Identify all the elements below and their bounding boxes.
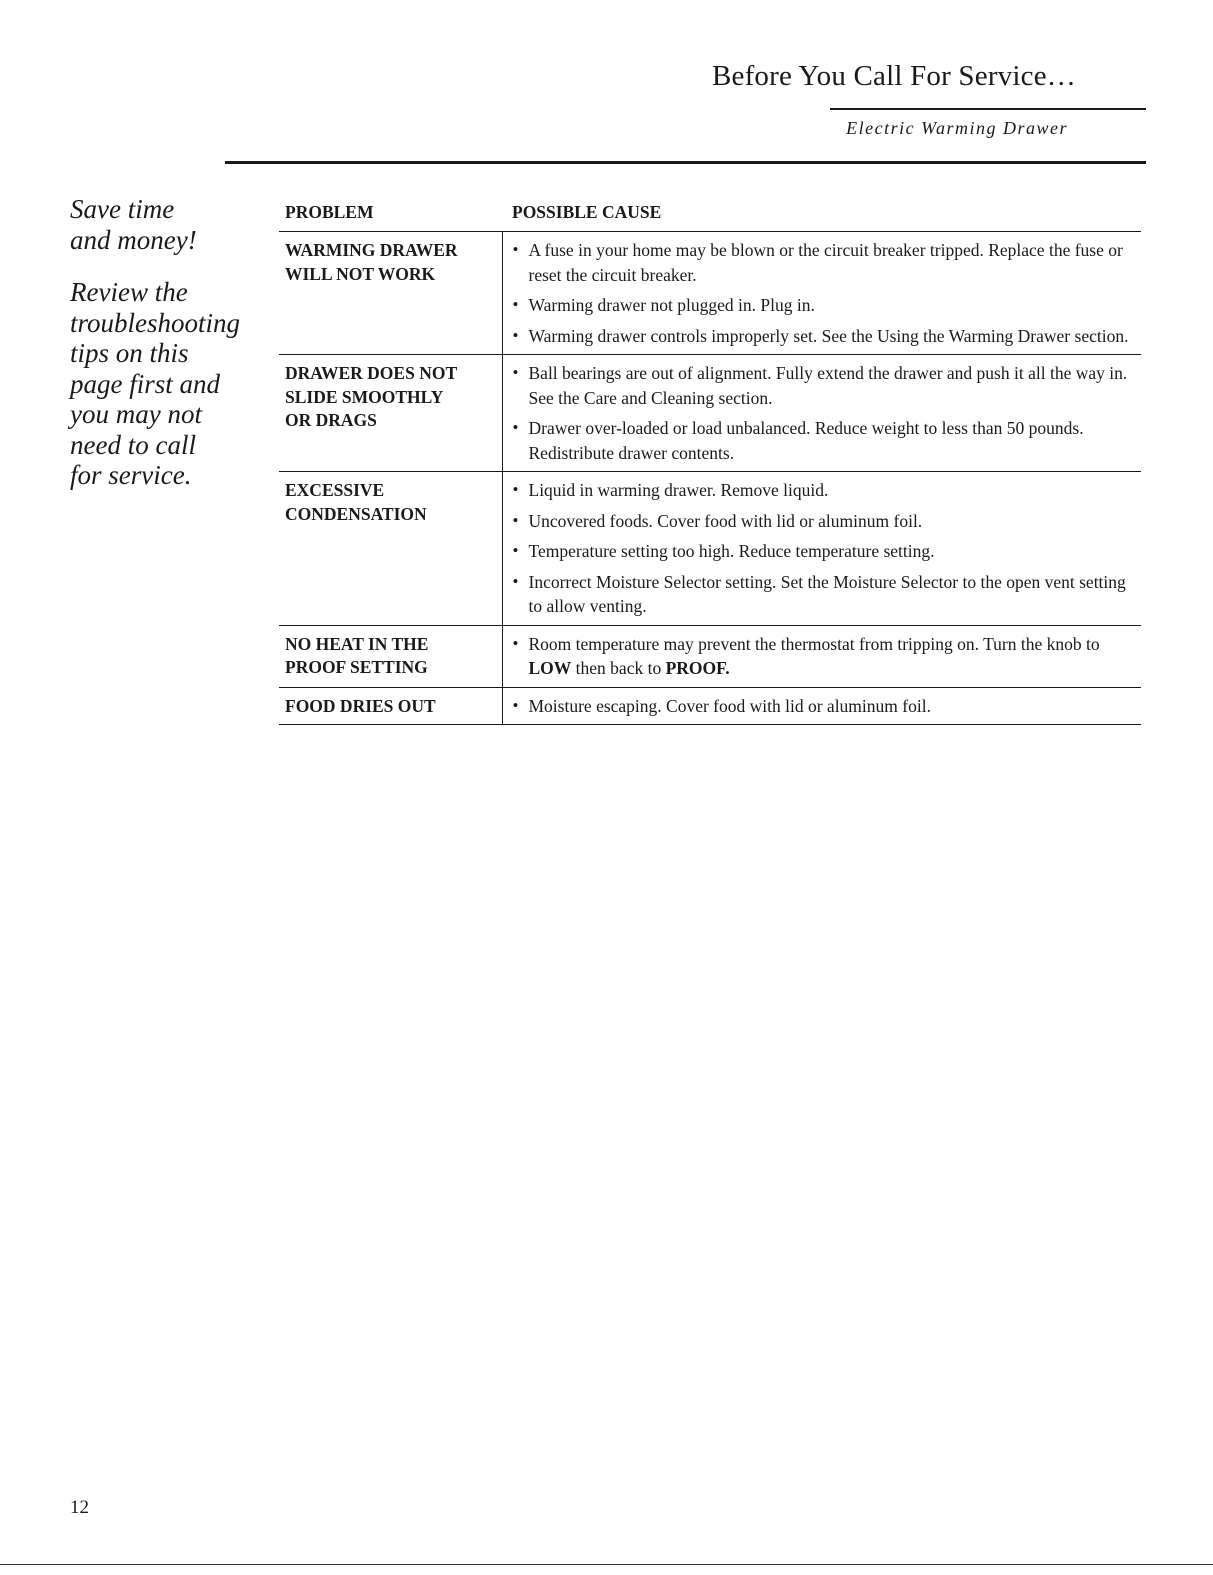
problem-line: DRAWER DOES NOT xyxy=(285,363,458,383)
cause-item xyxy=(511,324,1138,349)
sidebar-line: for service. xyxy=(70,460,192,490)
cause-cell xyxy=(502,472,1141,626)
cause-cell xyxy=(502,355,1141,472)
table-row xyxy=(279,232,1141,355)
problem-cell xyxy=(279,625,502,687)
page-header-title: Before You Call For Service… xyxy=(711,60,1076,92)
cause-text: then back to xyxy=(571,658,666,678)
cause-cell xyxy=(502,687,1141,725)
bullet-icon: • xyxy=(512,418,519,437)
cause-item xyxy=(511,570,1138,619)
bullet-icon: • xyxy=(512,695,519,715)
sidebar-gap xyxy=(70,255,270,277)
problem-line: SLIDE SMOOTHLY xyxy=(285,386,444,407)
problem-line: CONDENSATION xyxy=(285,503,427,524)
cause-text: Temperature setting too high. Reduce temperature setting. xyxy=(528,541,935,561)
table-row xyxy=(279,625,1141,687)
cause-cell xyxy=(502,232,1141,355)
problem-cell xyxy=(279,232,502,355)
problem-line: WILL NOT WORK xyxy=(285,263,436,284)
sidebar-line: and money! xyxy=(70,224,197,255)
page-number: 12 xyxy=(70,1497,89,1518)
problem-cell xyxy=(279,355,502,472)
bullet-icon: • xyxy=(512,295,519,314)
cause-text-bold: LOW xyxy=(528,658,572,678)
problem-cell xyxy=(279,687,502,725)
cause-text: Incorrect Moisture Selector setting. Set the Moisture Selector to the open vent setting to allow venting. xyxy=(528,571,1126,616)
cause-item xyxy=(511,509,1138,534)
problem-column-header: PROBLEM xyxy=(279,200,502,232)
cause-list xyxy=(511,478,1138,619)
cause-text: A fuse in your home may be blown or the circuit breaker tripped. Replace the fuse or reset the circuit breaker. xyxy=(528,240,1123,285)
bullet-icon: • xyxy=(512,541,519,560)
cause-text: Room temperature may prevent the thermostat from tripping on. Turn the knob to xyxy=(528,633,1100,654)
problem-line: EXCESSIVE xyxy=(285,480,385,500)
cause-list xyxy=(511,694,1138,719)
cause-item xyxy=(511,416,1138,465)
cause-text: Liquid in warming drawer. Remove liquid. xyxy=(528,480,829,500)
problem-line: WARMING DRAWER xyxy=(285,240,458,260)
cause-text: Warming drawer not plugged in. Plug in. xyxy=(528,295,815,315)
sidebar-line: Review the xyxy=(70,277,188,307)
problem-line: NO HEAT IN THE xyxy=(285,633,429,654)
table-header-row xyxy=(279,200,1141,232)
sidebar-line: you may not xyxy=(70,399,202,429)
table-row xyxy=(279,355,1141,472)
cause-item xyxy=(511,238,1138,287)
cause-list xyxy=(511,361,1138,465)
bullet-icon: • xyxy=(512,325,519,345)
cause-item xyxy=(511,632,1138,681)
cause-column-header: POSSIBLE CAUSE xyxy=(502,200,1141,232)
cause-text-bold: PROOF. xyxy=(665,658,730,678)
problem-line: OR DRAGS xyxy=(285,410,377,430)
cause-item xyxy=(511,361,1138,410)
cause-text: Warming drawer controls improperly set. See the Using the Warming Drawer section. xyxy=(528,325,1129,346)
cause-text: Ball bearings are out of alignment. Fully extend the drawer and push it all the way in. See the Care and Cleaning section. xyxy=(528,363,1128,408)
cause-item xyxy=(511,478,1138,503)
problem-cell xyxy=(279,472,502,626)
cause-item xyxy=(511,694,1138,719)
bullet-icon: • xyxy=(512,480,519,499)
cause-list xyxy=(511,238,1138,348)
sidebar-tip xyxy=(70,194,270,491)
header-rule-short xyxy=(830,108,1146,110)
table-row xyxy=(279,687,1141,725)
bullet-icon: • xyxy=(512,510,519,530)
cause-text: Uncovered foods. Cover food with lid or aluminum foil. xyxy=(528,510,923,531)
sidebar-line: troubleshooting xyxy=(70,307,241,338)
cause-cell xyxy=(502,625,1141,687)
page-subtitle: Electric Warming Drawer xyxy=(846,118,1068,138)
cause-item xyxy=(511,293,1138,318)
sidebar-line: Save time xyxy=(70,194,175,224)
cause-item xyxy=(511,539,1138,564)
cause-list xyxy=(511,632,1138,681)
bullet-icon: • xyxy=(512,240,519,259)
cause-text: Moisture escaping. Cover food with lid or aluminum foil. xyxy=(528,695,931,716)
problem-line: PROOF SETTING xyxy=(285,657,428,677)
bullet-icon: • xyxy=(512,571,519,591)
cause-text: Drawer over-loaded or load unbalanced. Reduce weight to less than 50 pounds. Redistribute drawer contents. xyxy=(528,418,1084,463)
problem-line: FOOD DRIES OUT xyxy=(285,695,436,716)
footer-rule xyxy=(0,1564,1213,1565)
sidebar-line: tips on this xyxy=(70,338,189,368)
header-rule-long xyxy=(225,161,1146,164)
table-row xyxy=(279,472,1141,626)
sidebar-line: page first and xyxy=(70,368,221,399)
sidebar-line: need to call xyxy=(70,429,196,460)
bullet-icon: • xyxy=(512,363,519,382)
troubleshooting-table xyxy=(279,200,1141,725)
bullet-icon: • xyxy=(512,633,519,653)
